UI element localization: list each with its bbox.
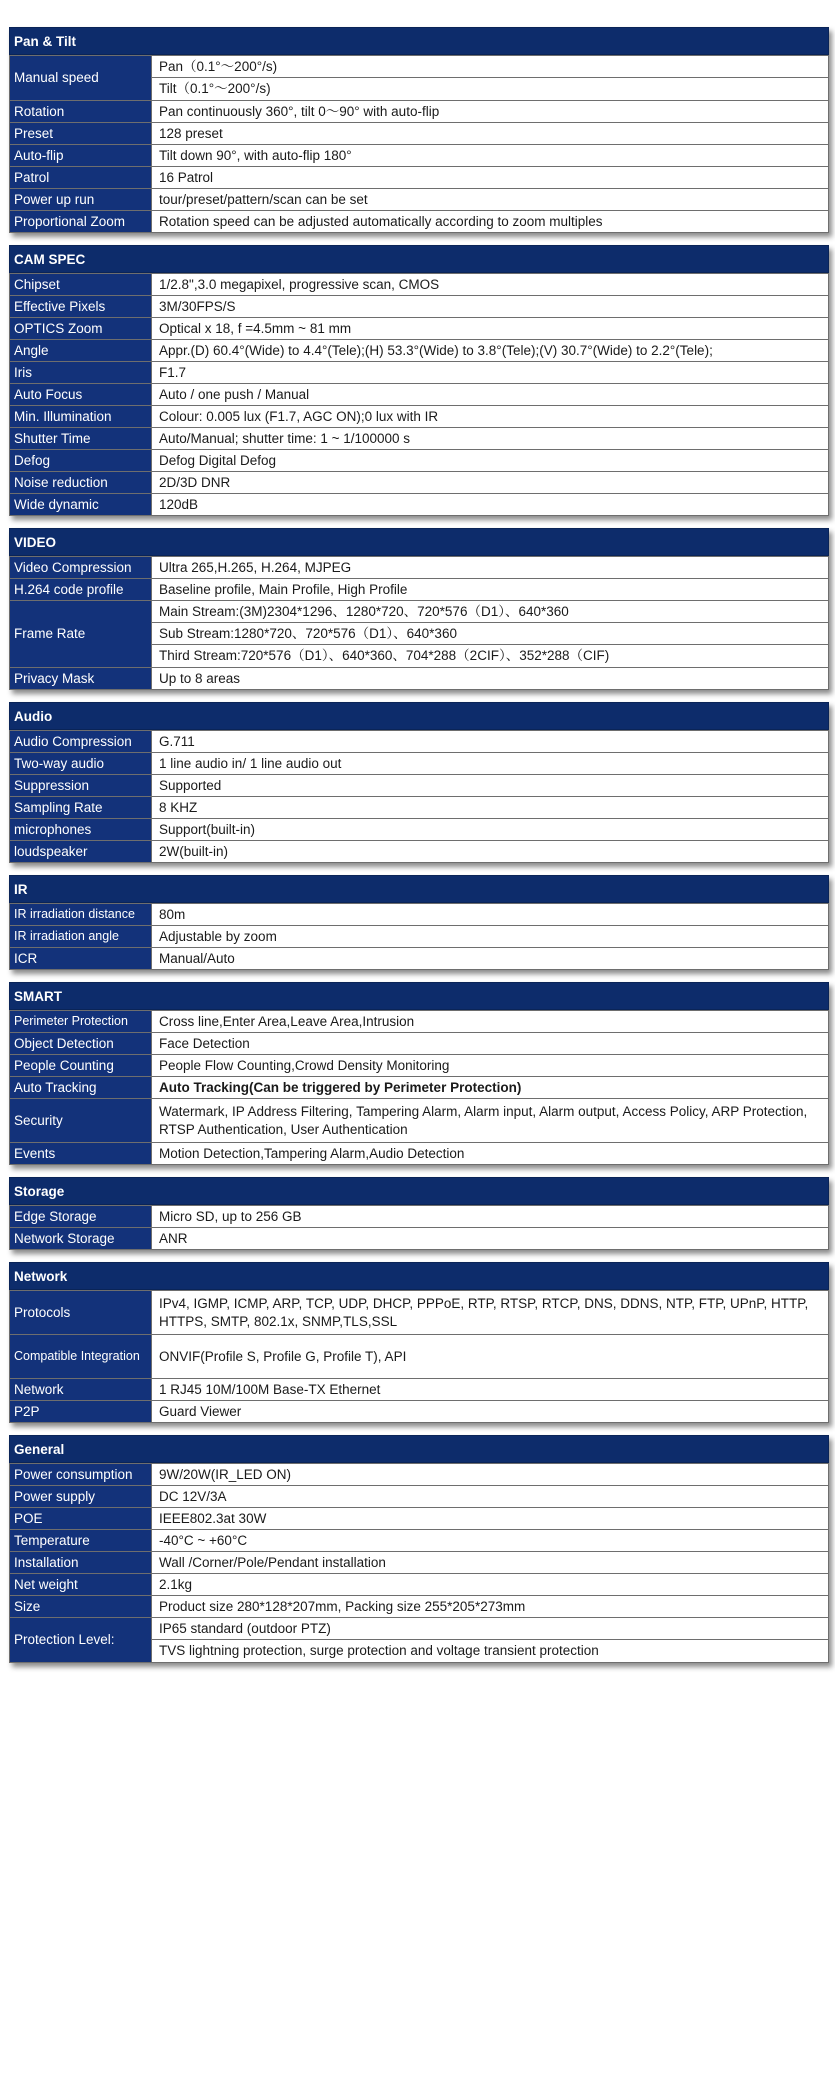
spec-row — [10, 1228, 829, 1250]
spec-row — [10, 1033, 829, 1055]
section-title: Network — [9, 1262, 829, 1290]
spec-label: Net weight — [10, 1574, 152, 1596]
section-title: Pan & Tilt — [9, 27, 829, 55]
spec-table — [9, 55, 829, 233]
spec-label: Installation — [10, 1552, 152, 1574]
spec-row — [10, 1055, 829, 1077]
section-title: CAM SPEC — [9, 245, 829, 273]
spec-value: ONVIF(Profile S, Profile G, Profile T), API — [152, 1335, 829, 1379]
spec-label: Two-way audio — [10, 753, 152, 775]
spec-label: Events — [10, 1143, 152, 1165]
spec-table — [9, 1290, 829, 1423]
section-storage — [9, 1177, 829, 1250]
spec-row — [10, 1401, 829, 1423]
spec-label: Noise reduction — [10, 472, 152, 494]
spec-value: Guard Viewer — [152, 1401, 829, 1423]
spec-row — [10, 841, 829, 863]
spec-label: Power supply — [10, 1486, 152, 1508]
spec-row — [10, 557, 829, 579]
spec-label: Sampling Rate — [10, 797, 152, 819]
spec-row — [10, 1596, 829, 1618]
spec-label: Rotation — [10, 101, 152, 123]
spec-value: 9W/20W(IR_LED ON) — [152, 1464, 829, 1486]
spec-value: 8 KHZ — [152, 797, 829, 819]
spec-label: Frame Rate — [10, 601, 152, 668]
spec-value: Pan（0.1°～200°/s) — [152, 56, 828, 78]
spec-label: Video Compression — [10, 557, 152, 579]
spec-row — [10, 819, 829, 841]
spec-value: Defog Digital Defog — [152, 450, 829, 472]
spec-label: microphones — [10, 819, 152, 841]
spec-value: Sub Stream:1280*720、720*576（D1）、640*360 — [152, 623, 828, 645]
spec-value: 16 Patrol — [152, 167, 829, 189]
spec-row — [10, 472, 829, 494]
spec-label: Shutter Time — [10, 428, 152, 450]
spec-row — [10, 1552, 829, 1574]
spec-label: Chipset — [10, 274, 152, 296]
spec-value: Baseline profile, Main Profile, High Profile — [152, 579, 829, 601]
spec-value: Micro SD, up to 256 GB — [152, 1206, 829, 1228]
spec-table — [9, 1010, 829, 1165]
section-general — [9, 1435, 829, 1663]
spec-label: Auto Focus — [10, 384, 152, 406]
spec-row — [10, 450, 829, 472]
spec-value: IPv4, IGMP, ICMP, ARP, TCP, UDP, DHCP, PPPoE, RTP, RTSP, RTCP, DNS, DDNS, NTP, FTP, UPnP, HTTP, HTTPS, SMTP, 802.1x, SNMP,TLS,SSL — [152, 1291, 829, 1335]
spec-label: Temperature — [10, 1530, 152, 1552]
spec-row — [10, 1618, 829, 1663]
spec-value: 128 preset — [152, 123, 829, 145]
spec-row — [10, 1530, 829, 1552]
spec-label: Edge Storage — [10, 1206, 152, 1228]
spec-label: Effective Pixels — [10, 296, 152, 318]
spec-label: loudspeaker — [10, 841, 152, 863]
spec-row — [10, 56, 829, 101]
section-title: VIDEO — [9, 528, 829, 556]
section-pan-tilt — [9, 27, 829, 233]
spec-value: Ultra 265,H.265, H.264, MJPEG — [152, 557, 829, 579]
spec-row — [10, 211, 829, 233]
spec-value: Up to 8 areas — [152, 668, 829, 690]
section-smart — [9, 982, 829, 1165]
spec-row — [10, 296, 829, 318]
spec-value: Face Detection — [152, 1033, 829, 1055]
spec-value: Colour: 0.005 lux (F1.7, AGC ON);0 lux with IR — [152, 406, 829, 428]
spec-label: Suppression — [10, 775, 152, 797]
spec-value: DC 12V/3A — [152, 1486, 829, 1508]
spec-label: Protection Level: — [10, 1618, 152, 1663]
spec-value: Product size 280*128*207mm, Packing size 255*205*273mm — [152, 1596, 829, 1618]
spec-value: Supported — [152, 775, 829, 797]
spec-row — [10, 1077, 829, 1099]
spec-row — [10, 145, 829, 167]
spec-value: Appr.(D) 60.4°(Wide) to 4.4°(Tele);(H) 53.3°(Wide) to 3.8°(Tele);(V) 30.7°(Wide) to 2.2°(Tele); — [152, 340, 829, 362]
spec-label: Wide dynamic — [10, 494, 152, 516]
spec-value: Optical x 18, f =4.5mm ~ 81 mm — [152, 318, 829, 340]
section-title: SMART — [9, 982, 829, 1010]
spec-label: POE — [10, 1508, 152, 1530]
spec-label: IR irradiation angle — [10, 926, 152, 948]
spec-label: ICR — [10, 948, 152, 970]
spec-label: Privacy Mask — [10, 668, 152, 690]
section-network — [9, 1262, 829, 1423]
spec-value: Tilt down 90°, with auto-flip 180° — [152, 145, 829, 167]
spec-value: People Flow Counting,Crowd Density Monitoring — [152, 1055, 829, 1077]
spec-row — [10, 797, 829, 819]
spec-row — [10, 101, 829, 123]
spec-row — [10, 1291, 829, 1335]
section-title: General — [9, 1435, 829, 1463]
spec-label: Preset — [10, 123, 152, 145]
spec-value: Cross line,Enter Area,Leave Area,Intrusion — [152, 1011, 829, 1033]
spec-value: Auto / one push / Manual — [152, 384, 829, 406]
spec-table — [9, 556, 829, 690]
spec-value: 2.1kg — [152, 1574, 829, 1596]
spec-value: tour/preset/pattern/scan can be set — [152, 189, 829, 211]
section-ir — [9, 875, 829, 970]
spec-row — [10, 753, 829, 775]
spec-row — [10, 384, 829, 406]
spec-value: Third Stream:720*576（D1）、640*360、704*288（2CIF）、352*288（CIF) — [159, 648, 610, 663]
spec-row — [10, 668, 829, 690]
spec-value: F1.7 — [152, 362, 829, 384]
spec-row — [10, 775, 829, 797]
spec-label: Perimeter Protection — [10, 1011, 152, 1033]
spec-value: 2W(built-in) — [152, 841, 829, 863]
spec-label: OPTICS Zoom — [10, 318, 152, 340]
spec-row — [10, 1508, 829, 1530]
spec-value: -40°C ~ +60°C — [152, 1530, 829, 1552]
spec-table — [9, 730, 829, 863]
spec-label: P2P — [10, 1401, 152, 1423]
spec-value: Main Stream:(3M)2304*1296、1280*720、720*576（D1）、640*360 — [152, 601, 828, 623]
spec-label: Network — [10, 1379, 152, 1401]
spec-row — [10, 904, 829, 926]
spec-row — [10, 1011, 829, 1033]
spec-row — [10, 1143, 829, 1165]
spec-table — [9, 1463, 829, 1663]
section-title: Audio — [9, 702, 829, 730]
spec-row — [10, 1206, 829, 1228]
spec-row — [10, 579, 829, 601]
spec-label: Object Detection — [10, 1033, 152, 1055]
section-title: Storage — [9, 1177, 829, 1205]
spec-value: Watermark, IP Address Filtering, Tampering Alarm, Alarm input, Alarm output, Access Policy, ARP Protection, RTSP Authentication, User Authentication — [152, 1099, 829, 1143]
spec-value: 80m — [152, 904, 829, 926]
spec-value: Manual/Auto — [152, 948, 829, 970]
spec-value: IEEE802.3at 30W — [152, 1508, 829, 1530]
spec-label: Manual speed — [10, 56, 152, 101]
spec-label: Patrol — [10, 167, 152, 189]
spec-value: Support(built-in) — [152, 819, 829, 841]
spec-row — [10, 731, 829, 753]
spec-sheet — [9, 27, 829, 1663]
spec-row — [10, 601, 829, 668]
spec-label: Protocols — [10, 1291, 152, 1335]
spec-row — [10, 1574, 829, 1596]
spec-row — [10, 274, 829, 296]
spec-row — [10, 948, 829, 970]
spec-table — [9, 273, 829, 516]
spec-value: Pan continuously 360°, tilt 0～90° with auto-flip — [152, 101, 829, 123]
spec-table — [9, 903, 829, 970]
spec-value: ANR — [152, 1228, 829, 1250]
spec-row — [10, 1099, 829, 1143]
spec-value-group — [152, 601, 829, 668]
spec-label: Auto-flip — [10, 145, 152, 167]
spec-value: 1 line audio in/ 1 line audio out — [152, 753, 829, 775]
spec-row — [10, 428, 829, 450]
spec-label: Defog — [10, 450, 152, 472]
spec-row — [10, 1464, 829, 1486]
spec-row — [10, 1379, 829, 1401]
spec-label: Power up run — [10, 189, 152, 211]
spec-value: Rotation speed can be adjusted automatically according to zoom multiples — [152, 211, 829, 233]
spec-value-group — [152, 1618, 829, 1663]
spec-row — [10, 406, 829, 428]
spec-value: Wall /Corner/Pole/Pendant installation — [152, 1552, 829, 1574]
spec-label: Compatible Integration — [10, 1335, 152, 1379]
section-video — [9, 528, 829, 690]
spec-value: IP65 standard (outdoor PTZ) — [152, 1618, 828, 1640]
section-audio — [9, 702, 829, 863]
spec-row — [10, 189, 829, 211]
spec-value: TVS lightning protection, surge protection and voltage transient protection — [159, 1643, 599, 1658]
spec-value: Adjustable by zoom — [152, 926, 829, 948]
spec-label: Security — [10, 1099, 152, 1143]
spec-value: 1 RJ45 10M/100M Base-TX Ethernet — [152, 1379, 829, 1401]
spec-value: 120dB — [152, 494, 829, 516]
spec-label: Proportional Zoom — [10, 211, 152, 233]
spec-label: Iris — [10, 362, 152, 384]
section-cam-spec — [9, 245, 829, 516]
spec-label: IR irradiation distance — [10, 904, 152, 926]
spec-value: 2D/3D DNR — [152, 472, 829, 494]
spec-value-group — [152, 56, 829, 101]
spec-value: Auto Tracking(Can be triggered by Perimeter Protection) — [152, 1077, 829, 1099]
spec-value: 3M/30FPS/S — [152, 296, 829, 318]
spec-value: Auto/Manual; shutter time: 1 ~ 1/100000 s — [152, 428, 829, 450]
spec-row — [10, 318, 829, 340]
spec-row — [10, 362, 829, 384]
spec-value: 1/2.8",3.0 megapixel, progressive scan, CMOS — [152, 274, 829, 296]
spec-label: People Counting — [10, 1055, 152, 1077]
spec-row — [10, 167, 829, 189]
spec-row — [10, 1486, 829, 1508]
section-title: IR — [9, 875, 829, 903]
spec-row — [10, 926, 829, 948]
spec-label: Min. Illumination — [10, 406, 152, 428]
spec-label: Network Storage — [10, 1228, 152, 1250]
spec-label: Auto Tracking — [10, 1077, 152, 1099]
spec-row — [10, 1335, 829, 1379]
spec-row — [10, 123, 829, 145]
spec-label: Audio Compression — [10, 731, 152, 753]
spec-table — [9, 1205, 829, 1250]
spec-value: Motion Detection,Tampering Alarm,Audio Detection — [152, 1143, 829, 1165]
spec-label: Power consumption — [10, 1464, 152, 1486]
spec-row — [10, 340, 829, 362]
spec-label: Angle — [10, 340, 152, 362]
spec-value: G.711 — [152, 731, 829, 753]
spec-row — [10, 494, 829, 516]
spec-label: Size — [10, 1596, 152, 1618]
spec-value: Tilt（0.1°～200°/s) — [159, 81, 271, 96]
spec-label: H.264 code profile — [10, 579, 152, 601]
